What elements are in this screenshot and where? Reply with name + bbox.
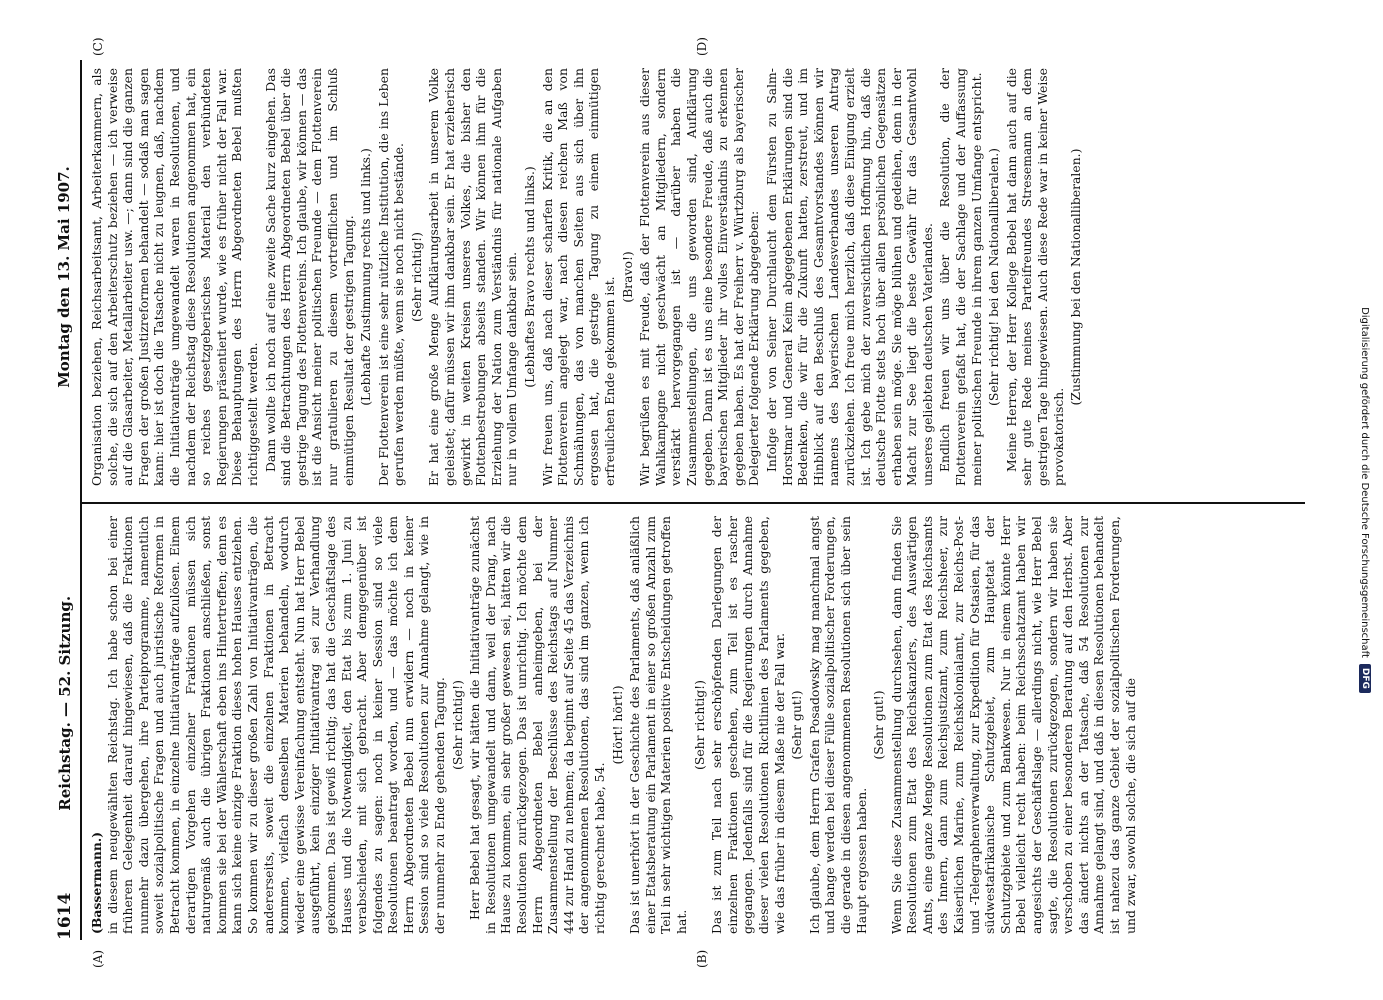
interjection: (Sehr richtig! bei den Nationalliberalen.) xyxy=(986,148,1002,406)
scanned-page xyxy=(55,37,1305,968)
paragraph: Der Flottenverein ist eine sehr nützliche Institution, die ins Leben gerufen werden müßte, wenn sie noch nicht bestände. xyxy=(375,68,407,486)
header-rule xyxy=(80,60,82,940)
interjection: (Sehr gut!) xyxy=(871,690,887,760)
interjection: (Sehr richtig!) xyxy=(408,232,424,322)
speaker-name: (Bassermann.) xyxy=(89,831,104,934)
interjection: (Sehr richtig!) xyxy=(449,680,465,770)
paragraph: Organisation beziehen, Reichsarbeitsamt, Arbeiterkammern, als solche, die sich auf den Arbeiterschutz beziehen — ich verweise auf die Glasarbeiter, Metallarbeiter usw. —; dann sind die ganzen Fragen der großen Justizreformen behandelt — sodaß man sagen kann: hier ist doch die Tatsache nicht zu leugnen, daß, nachdem die Initiativanträge umgewandelt waren in Resolutionen, und nachdem der Reichstag diese Resolutionen angenommen hat, ein so reiches gesetzgeberisches Material den verbündeten Regierungen präsentiert wurde, wie es früher nicht der Fall war. Diese Behauptungen des Herrn Abgeordneten Bebel mußten richtiggestellt werden. xyxy=(89,68,260,486)
margin-mark-a: (A) xyxy=(91,949,105,968)
paragraph: Meine Herren, der Herr Kollege Bebel hat dann auch auf die sehr gute Rede meines Parteifreundes Stresemann an dem gestrigen Tage hingewiesen. Auch diese Rede war in keiner Weise provokatorisch. xyxy=(1003,68,1066,486)
paragraph: Wenn Sie diese Zusammenstellung durchsehen, dann finden Sie Resolutionen zum Etat des Reichskanzlers, des Auswärtigen Amts, eine ganze Menge Resolutionen zum Etat des Reichsamts des Innern, dann zum Reichsjustizamt, zum Reichsheer, zur Kaiserlichen Marine, zum Reichskolonialamt, zur Reichs-Post- und -Telegraphenverwaltung, zur Expedition für Ostasien, für das südwestafrikanische Schutzgebiet, zum Hauptetat der Schutzgebiete und zum Bankwesen. Nur in einem könnte Herr Bebel vielleicht recht haben: beim Reichsschatzamt haben wir angesichts der Geschäftslage — allerdings nicht, wie Herr Bebel sagte, die Resolutionen zurückgezogen, sondern wir haben sie verschoben zu einer besonderen Beratung auf den Herbst. Aber das ändert nichts an der Tatsache, daß 54 Resolutionen zur Annahme gelangt sind, und daß in diesen Resolutionen behandelt ist nahezu das ganze Gebiet der sozialpolitischen Forderungen, und zwar, sowohl solche, die sich auf die xyxy=(888,516,1138,934)
paragraph: Wir begrüßen es mit Freude, daß der Flottenverein aus dieser Wahlkampagne nicht geschwächt an Mitgliedern, sondern verstärkt hervorgegangen ist — darüber haben die Zusammenstellungen, die uns geworden sind, Aufklärung gegeben. Dann ist es uns eine besondere Freude, daß auch die bayerischen Mitglieder ihr volles Einverständnis zu erkennen gegeben haben. Es hat der Freiherr v. Würtzburg als bayerischer Delegierter folgende Erklärung abgegeben: xyxy=(637,68,762,486)
dfg-notice-text: Digitalisierung gefördert durch die Deutsche Forschungsgemeinschaft xyxy=(1359,307,1371,658)
margin-mark-d: (D) xyxy=(695,37,709,56)
interjection: (Lebhafte Zustimmung rechts und links.) xyxy=(358,148,374,406)
paragraph: Das ist zum Teil nach sehr erschöpfenden Darlegungen der einzelnen Fraktionen geschehen, zum Teil ist es rascher gegangen. Jedenfalls sind für die Regierungen durch Annahme dieser vielen Resolutionen Richtlinien des Parlaments gegeben, wie das früher in diesem Maße nie der Fall war. xyxy=(709,516,787,934)
interjection: (Lebhaftes Bravo rechts und links.) xyxy=(522,166,538,388)
paragraph: Das ist unerhört in der Geschichte des Parlaments, daß anläßlich einer Etatsberatung ein Parlament in einer so großen Anzahl zum Teil in sehr wichtigen Materien positive Entscheidungen getroffen hat. xyxy=(627,516,689,934)
interjection: (Sehr richtig!) xyxy=(691,680,707,770)
left-paragraphs xyxy=(105,516,1139,934)
session-title: Reichstag. — 52. Sitzung. xyxy=(56,595,74,811)
paragraph: in diesem neugewählten Reichstag. Ich habe schon bei einer früheren Gelegenheit darauf hingewiesen, daß die Fraktionen nunmehr dazu übergehen, ihre Parteiprogramme, namentlich soweit sozialpolitische Fragen und auch juristische Reformen in Betracht kommen, in einzelne Initiativanträge aufzulösen. Einem derartigen Vorgehen einzelner Fraktionen müssen sich naturgemäß auch die übrigen Fraktionen anschließen, sonst kommen sie bei der Wählerschaft eben ins Hintertreffen; denn es kann sich keine einzige Fraktion dieses hohen Hauses entziehen. So kommen wir zu dieser großen Zahl von Initiativanträgen, die andererseits, soweit die einzelnen Fraktionen in Betracht kommen, vielfach denselben Materien behandeln, wodurch wieder eine gewisse Vereinfachung entsteht. Nun hat Herr Bebel ausgeführt, kein einziger Initiativantrag sei zur Verhandlung gekommen. Das ist gewiß richtig; das hat die Geschäftslage des Hauses und die Notwendigkeit, den Etat bis zum 1. Juni zu verabschieden, mit sich gebracht. Aber demgegenüber ist folgendes zu sagen: noch in keiner Session sind so viele Resolutionen beantragt worden, und — das möchte ich dem Herrn Abgeordneten Bebel nun erwidern — noch in keiner Session sind so viele Resolutionen zur Annahme gelangt, wie in der nunmehr zu Ende gehenden Tagung. xyxy=(104,516,448,934)
right-paragraphs xyxy=(89,68,1084,486)
interjection: (Bravo!) xyxy=(619,251,635,303)
paragraph: Er hat eine große Menge Aufklärungsarbeit in unserem Volke geleistet; dafür müssen wir ihm dankbar sein. Er hat erzieherisch gewirkt in weiten Kreisen unseres Volkes, die bisher den Flottenbestrebungen abseits standen. Wir können ihm für die Erziehung der Nation zum Verständnis für nationale Aufgaben nur in vollem Umfange dankbar sein. xyxy=(426,68,520,486)
dfg-logo: DFG xyxy=(1359,664,1371,693)
right-column xyxy=(89,68,1299,486)
session-date: Montag den 13. Mai 1907. xyxy=(55,166,73,388)
dfg-funding-notice xyxy=(1350,0,1380,1000)
paragraph: Herr Bebel hat gesagt, wir hätten die Initiativanträge zunächst in Resolutionen umgewandelt und dann, weil der Drang, nach Hause zu kommen, ein sehr großer gewesen sei, hätten wir die Resolutionen zurückgezogen. Das ist unrichtig. Ich möchte dem Herrn Abgeordneten Bebel anheimgeben, bei der Zusammenstellung der Beschlüsse des Reichstags auf Nummer 444 zur Hand zu nehmen; da beginnt auf Seite 45 das Verzeichnis der angenommenen Resolutionen, das sind im ganzen, wenn ich richtig gerechnet habe, 54. xyxy=(467,516,607,934)
right-header xyxy=(55,60,77,494)
left-header xyxy=(55,514,77,940)
column-divider xyxy=(80,503,1305,505)
margin-mark-c: (C) xyxy=(91,37,105,56)
interjection: (Hört! hört!) xyxy=(609,685,625,765)
paragraph: Infolge der von Seiner Durchlaucht dem Fürsten zu Salm-Horstmar und General Keim abgegebenen Erklärungen sind die Bedenken, die wir für die Zukunft hatten, zerstreut, und im Hinblick auf den Beschluß des Gesamtvorstandes können wir namens des bayerischen Landesverbandes unseren Antrag zurückziehen. Ich freue mich herzlich, daß diese Einigung erzielt ist. Ich gebe mich der zuversichtlichen Hoffnung hin, daß die deutsche Flotte stets hoch über allen persönlichen Gegensätzen erhaben sein möge. Sie möge blühen und gedeihen, denn in der Macht zur See liegt die beste Gewähr für das Gesamtwohl unseres geliebten deutschen Vaterlandes. xyxy=(763,68,935,486)
interjection: (Sehr gut!) xyxy=(789,690,805,760)
paragraph: Endlich freuen wir uns über die Resolution, die der Flottenverein gefaßt hat, die der Sachlage und der Auffassung meiner politischen Freunde in ihrem ganzen Umfange entspricht. xyxy=(937,68,984,486)
left-column xyxy=(89,516,1299,934)
interjection: (Zustimmung bei den Nationalliberalen.) xyxy=(1068,148,1084,406)
paragraph: Dann wollte ich noch auf eine zweite Sache kurz eingehen. Das sind die Betrachtungen des Herrn Abgeordneten Bebel über die gestrige Tagung des Flottenvereins. Ich glaube, wir können — das ist die Ansicht meiner politischen Freunde — dem Flottenverein nur gratulieren zu diesem vortrefflichen und im Schluß einmütigen Resultat der gestrigen Tagung. xyxy=(262,68,356,486)
paragraph: Wir freuen uns, daß nach dieser scharfen Kritik, die an den Flottenverein angelegt war, nach diesen reichen Maß von Schmähungen, das von manchen Seiten aus sich über ihn ergossen hat, die gestrige Tagung zu einem einmütigen erfreulichen Ende gekommen ist. xyxy=(539,68,617,486)
margin-mark-b: (B) xyxy=(695,949,709,968)
paragraph: Ich glaube, dem Herrn Grafen Posadowsky mag manchmal angst und bange werden bei dieser Fülle sozialpolitischer Forderungen, die gerade in diesen angenommenen Resolutionen sich über sein Haupt ergossen haben. xyxy=(806,516,869,934)
page-number: 1614 xyxy=(55,892,75,940)
